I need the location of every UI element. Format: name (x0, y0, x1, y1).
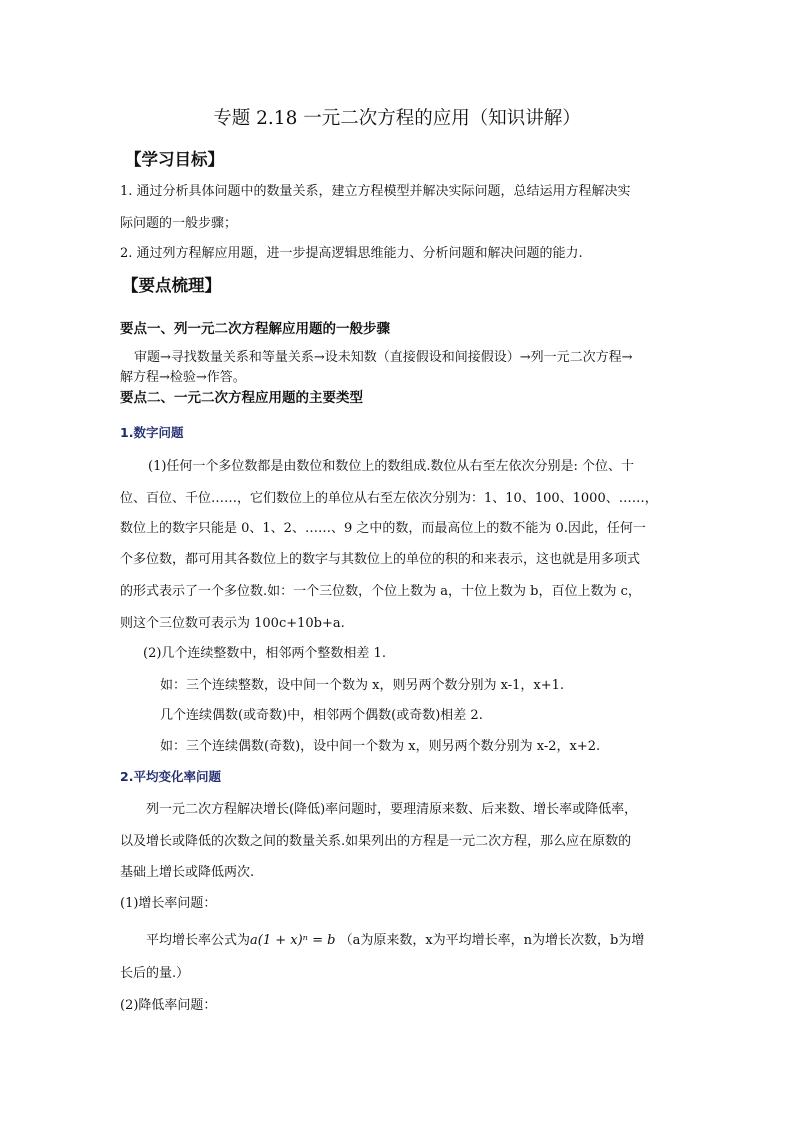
growth-formula-line-2: 长后的量.） (120, 966, 190, 981)
growth-rate-heading: (1)增长率问题： (120, 896, 217, 911)
rate-p-line-3: 基础上增长或降低两次. (120, 865, 255, 880)
objectives-heading: 【学习目标】 (125, 150, 224, 169)
digits-p1-line-2: 位、百位、千位……，它们数位上的单位从右至左依次分别为：1、10、100、1000、……， (120, 491, 658, 506)
digits-p2-line-2: 几个连续偶数(或奇数)中，相邻两个偶数(或奇数)相差 2. (160, 708, 483, 723)
digits-p2: (2)几个连续整数中，相邻两个整数相差 1. (143, 646, 386, 661)
formula-suffix: （a为原来数，x为平均增长率，n为增长次数，b为增 (339, 933, 645, 948)
decline-rate-heading: (2)降低率问题： (120, 998, 217, 1013)
rate-p-line-1: 列一元二次方程解决增长(降低)率问题时，要理清原来数、后来数、增长率或降低率， (146, 802, 638, 817)
key-points-heading: 【要点梳理】 (122, 276, 221, 295)
objective-1-line-1: 1. 通过分析具体问题中的数量关系，建立方程模型并解决实际问题，总结运用方程解决实 (120, 184, 631, 199)
digits-p1-line-3: 数位上的数字只能是 0、1、2、……、9 之中的数，而最高位上的数不能为 0.因此，任何一 (120, 521, 646, 536)
digits-p1-line-5: 的形式表示了一个多位数.如：一个三位数，个位上数为 a，十位上数为 b，百位上数为 c， (120, 584, 641, 599)
rate-heading: 2.平均变化率问题 (120, 769, 221, 784)
objective-2: 2. 通过列方程解应用题，进一步提高逻辑思维能力、分析问题和解决问题的能力. (120, 246, 583, 261)
digits-p2-example-1: 如：三个连续整数，设中间一个数为 x，则另两个数分别为 x-1，x+1. (160, 678, 564, 693)
digits-p1-line-1: (1)任何一个多位数都是由数位和数位上的数组成.数位从右至左依次分别是: 个位、十 (148, 459, 635, 474)
objective-1-line-2: 际问题的一般步骤； (120, 216, 238, 231)
point-1-heading: 要点一、列一元二次方程解应用题的一般步骤 (120, 321, 390, 337)
point-1-line-1: 审题→寻找数量关系和等量关系→设未知数（直接假设和间接假设）→列一元二次方程→ (134, 350, 633, 365)
point-2-heading: 要点二、一元二次方程应用题的主要类型 (120, 390, 363, 406)
growth-rate-formula: a(1 + x)ⁿ = b (250, 933, 336, 948)
point-1-line-2: 解方程→检验→作答。 (120, 370, 246, 385)
formula-prefix: 平均增长率公式为 (146, 933, 251, 948)
digits-p1-line-6: 则这个三位数可表示为 100c+10b+a. (120, 616, 345, 631)
rate-p-line-2: 以及增长或降低的次数之间的数量关系.如果列出的方程是一元二次方程，那么应在原数的 (120, 834, 632, 849)
digits-heading: 1.数字问题 (120, 425, 184, 440)
digits-p2-example-2: 如：三个连续偶数(奇数)，设中间一个数为 x，则另两个数分别为 x-2，x+2. (160, 739, 601, 754)
digits-p1-line-4: 个多位数，都可用其各数位上的数字与其数位上的单位的积的和来表示，这也就是用多项式 (120, 552, 641, 567)
page-title: 专题 2.18 一元二次方程的应用（知识讲解） (213, 108, 581, 129)
growth-formula-line (146, 929, 644, 948)
